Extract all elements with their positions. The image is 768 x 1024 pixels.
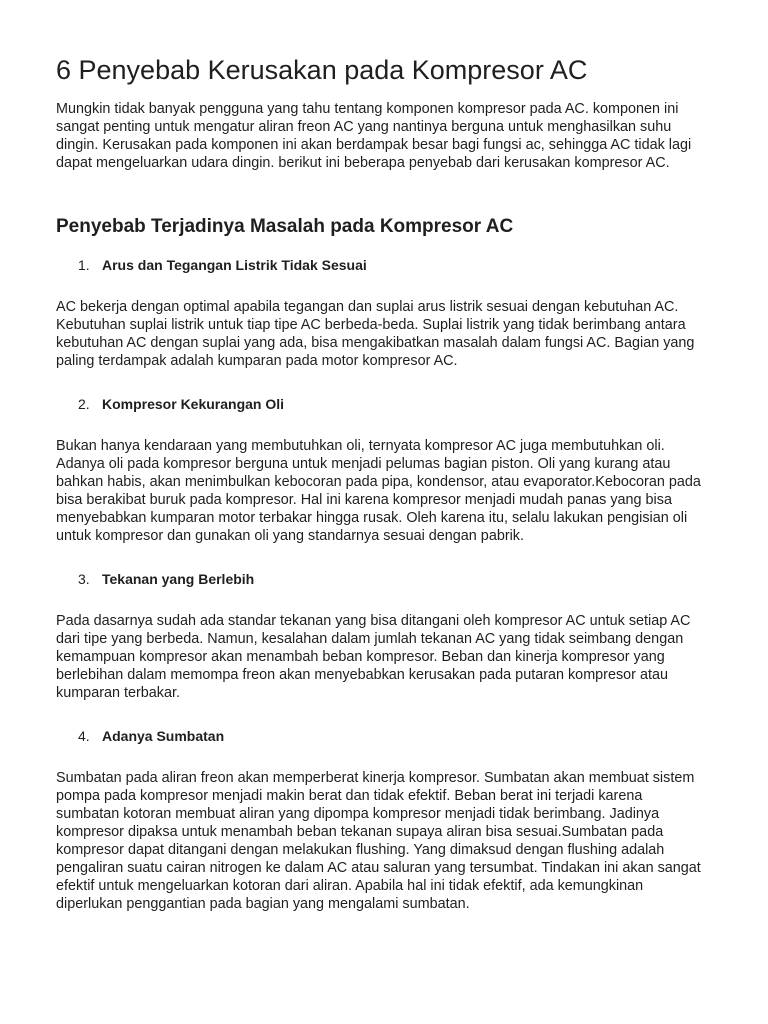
list-item-body-2: Bukan hanya kendaraan yang membutuhkan oli, ternyata kompresor AC juga membutuhkan oli. Adanya oli pada kompresor berguna untuk menjadi pelumas bagian piston. Oli yang kurang atau bahkan habis, akan menimbulkan kebocoran pada pipa, kondensor, atau evaporator.Kebocoran pada bisa berakibat buruk pada kompresor. Hal ini karena kompresor menjadi mudah panas yang bisa menyebabkan kumparan motor terbakar hingga rusak. Oleh karena itu, selalu lakukan pengisian oli untuk kompresor dan gunakan oli yang standarnya sesuai dengan pabrik. <box>56 438 701 544</box>
list-item-title: Kompresor Kekurangan Oli <box>102 396 285 412</box>
list-item-body-4: Sumbatan pada aliran freon akan memperberat kinerja kompresor. Sumbatan akan membuat sistem pompa pada kompresor menjadi makin berat dan tidak efektif. Beban berat ini terjadi karena sumbatan kotoran membuat aliran yang dipompa kompresor menjadi tidak berimbang. Jadinya kompresor dipaksa untuk menambah beban tekanan supaya aliran bisa sesuai.Sumbatan pada kompresor dapat ditangani dengan melakukan flushing. Yang dimaksud dengan flushing adalah pengaliran suatu cairan nitrogen ke dalam AC atau saluran yang tersumbat. Tindakan ini akan sangat efektif untuk mengeluarkan kotoran dari aliran. Apabila hal ini tidak efektif, ada kemungkinan diperlukan penggantian pada bagian yang mengalami sumbatan. <box>56 770 701 912</box>
list-item-number: 2. <box>78 396 90 412</box>
list-item-title: Tekanan yang Berlebih <box>102 571 255 587</box>
list-item-title: Arus dan Tegangan Listrik Tidak Sesuai <box>102 257 367 273</box>
list-item-heading-1 <box>78 256 367 274</box>
list-item-number: 4. <box>78 728 90 744</box>
intro-paragraph: Mungkin tidak banyak pengguna yang tahu tentang komponen kompresor pada AC. komponen ini sangat penting untuk mengatur aliran freon AC yang nantinya berguna untuk menghasilkan suhu dingin. Kerusakan pada komponen ini akan berdampak besar bagi fungsi ac, sehingga AC tidak lagi dapat mengeluarkan udara dingin. berikut ini beberapa penyebab dari kerusakan kompresor AC. <box>56 101 692 171</box>
list-item-heading-4 <box>78 727 224 745</box>
list-item-number: 3. <box>78 571 90 587</box>
list-item-heading-3 <box>78 570 254 588</box>
page-title: 6 Penyebab Kerusakan pada Kompresor AC <box>56 55 588 85</box>
list-item-heading-2 <box>78 395 284 413</box>
list-item-body-3: Pada dasarnya sudah ada standar tekanan yang bisa ditangani oleh kompresor AC untuk setiap AC dari tipe yang berbeda. Namun, kesalahan dalam jumlah tekanan AC yang tidak seimbang dengan kemampuan kompresor akan menambah beban kompresor. Beban dan kinerja kompresor yang berlebihan dalam memompa freon akan menyebabkan kerusakan pada putaran kompresor atau kumparan terbakar. <box>56 613 691 701</box>
list-item-title: Adanya Sumbatan <box>102 728 225 744</box>
list-item-number: 1. <box>78 257 90 273</box>
section-heading: Penyebab Terjadinya Masalah pada Kompresor AC <box>56 216 514 237</box>
list-item-body-1: AC bekerja dengan optimal apabila tegangan dan suplai arus listrik sesuai dengan kebutuhan AC. Kebutuhan suplai listrik untuk tiap tipe AC berbeda-beda. Suplai listrik yang tidak berimbang antara kebutuhan AC dengan suplai yang ada, bisa mengakibatkan masalah dalam fungsi AC. Bagian yang paling terdampak adalah kumparan pada motor kompresor AC. <box>56 299 695 369</box>
